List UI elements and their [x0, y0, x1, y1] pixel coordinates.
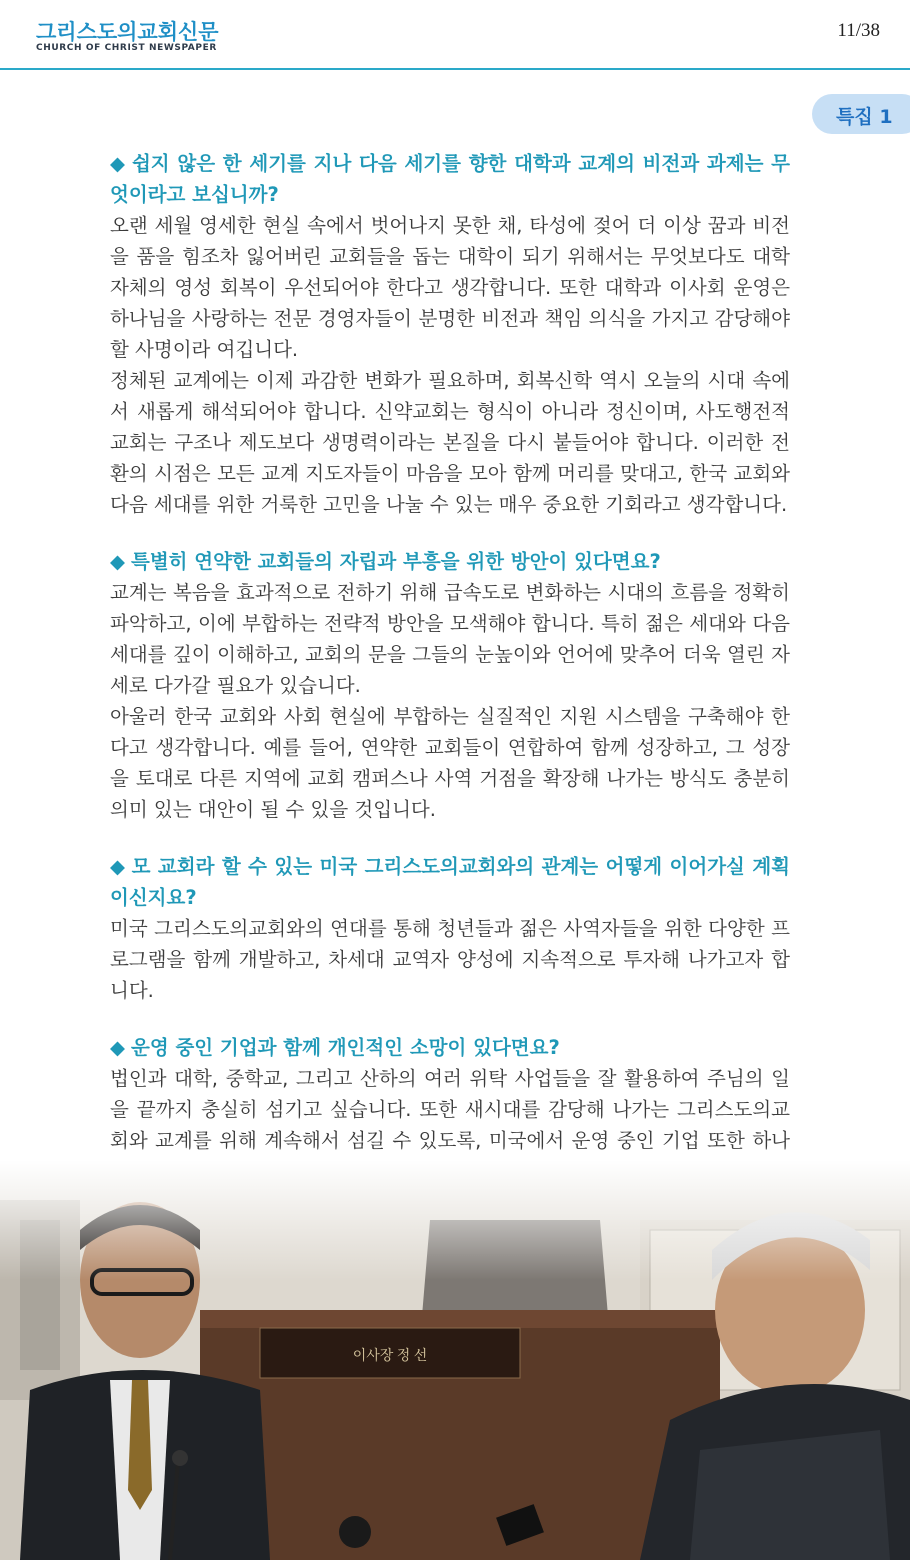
diamond-icon: ◆ [110, 152, 126, 175]
section-tag [812, 94, 910, 134]
qa-section [110, 546, 790, 825]
question: ◆ 쉽지 않은 한 세기를 지나 다음 세기를 향한 대학과 교계의 비전과 과제는 무엇이라고 보십니까? [110, 152, 790, 206]
answer-paragraph: 정체된 교계에는 이제 과감한 변화가 필요하며, 회복신학 역시 오늘의 시대 속에서 새롭게 해석되어야 합니다. 신약교회는 형식이 아니라 정신이며, 사도행전적 교회는 구조나 제도보다 생명력이라는 본질을 다시 붙들어야 합니다. 이러한 전환의 시점은 모든 교계 지도자들이 마음을 모아 함께 머리를 맞대고, 한국 교회와 다음 세대를 위한 거룩한 고민을 나눌 수 있는 매우 중요한 기회라고 생각합니다. [110, 369, 790, 516]
page-header [0, 0, 910, 70]
answer-paragraph: 교계는 복음을 효과적으로 전하기 위해 급속도로 변화하는 시대의 흐름을 정확히 파악하고, 이에 부합하는 전략적 방안을 모색해야 합니다. 특히 젊은 세대와 다음 세대를 깊이 이해하고, 교회의 문을 그들의 눈높이와 언어에 맞추어 더욱 열린 자세로 다가갈 필요가 있습니다. [110, 581, 790, 697]
article-body [110, 148, 790, 1247]
diamond-icon: ◆ [110, 550, 125, 573]
answer-paragraph: 아울러 한국 교회와 사회 현실에 부합하는 실질적인 지원 시스템을 구축해야 한다고 생각합니다. 예를 들어, 연약한 교회들이 연합하여 함께 성장하고, 그 성장을 토대로 다른 지역에 교회 캠퍼스나 사역 거점을 확장해 나가는 방식도 충분히 의미 있는 대안이 될 수 있을 것입니다. [110, 705, 790, 821]
newspaper-logo: 그리스도의교회신문 [36, 20, 219, 44]
diamond-icon: ◆ [110, 855, 126, 878]
question: ◆ 특별히 연약한 교회들의 자립과 부흥을 위한 방안이 있다면요? [110, 550, 661, 573]
answer-paragraph: 미국 그리스도의교회와의 연대를 통해 청년들과 젊은 사역자들을 위한 다양한 프로그램을 함께 개발하고, 차세대 교역자 양성에 지속적으로 투자해 나가고자 합니다. [110, 917, 790, 1002]
qa-section [110, 851, 790, 1006]
interview-photo [0, 1160, 910, 1560]
answer-paragraph: 오랜 세월 영세한 현실 속에서 벗어나지 못한 채, 타성에 젖어 더 이상 꿈과 비전을 품을 힘조차 잃어버린 교회들을 돕는 대학이 되기 위해서는 무엇보다도 대학 자체의 영성 회복이 우선되어야 한다고 생각합니다. 또한 대학과 이사회 운영은 하나님을 사랑하는 전문 경영자들이 분명한 비전과 책임 의식을 가지고 감당해야 할 사명이라 여깁니다. [110, 214, 790, 361]
diamond-icon: ◆ [110, 1036, 125, 1059]
page-number: 11/38 [837, 20, 880, 41]
section-tag-label: 특집 1 [836, 106, 893, 128]
nameplate-text: 이사장 정 선 [352, 1349, 428, 1364]
question: ◆ 운영 중인 기업과 함께 개인적인 소망이 있다면요? [110, 1036, 560, 1059]
qa-section [110, 148, 790, 520]
answer-paragraph: 법인과 대학, 중학교, 그리고 산하의 여러 위탁 사업들을 잘 활용하여 주님의 일을 끝까지 충실히 섬기고 싶습니다. 또한 새시대를 감당해 나가는 그리스도의교회와 교계를 위해 계속해서 섬길 수 있도록, 미국에서 운영 중인 기업 또한 하나 [110, 1067, 790, 1152]
question: ◆ 모 교회라 할 수 있는 미국 그리스도의교회와의 관계는 어떻게 이어가실 계획이신지요? [110, 855, 790, 909]
newspaper-logo-english: CHURCH OF CHRIST NEWSPAPER [36, 43, 217, 53]
photo-fade-overlay [0, 1160, 910, 1280]
